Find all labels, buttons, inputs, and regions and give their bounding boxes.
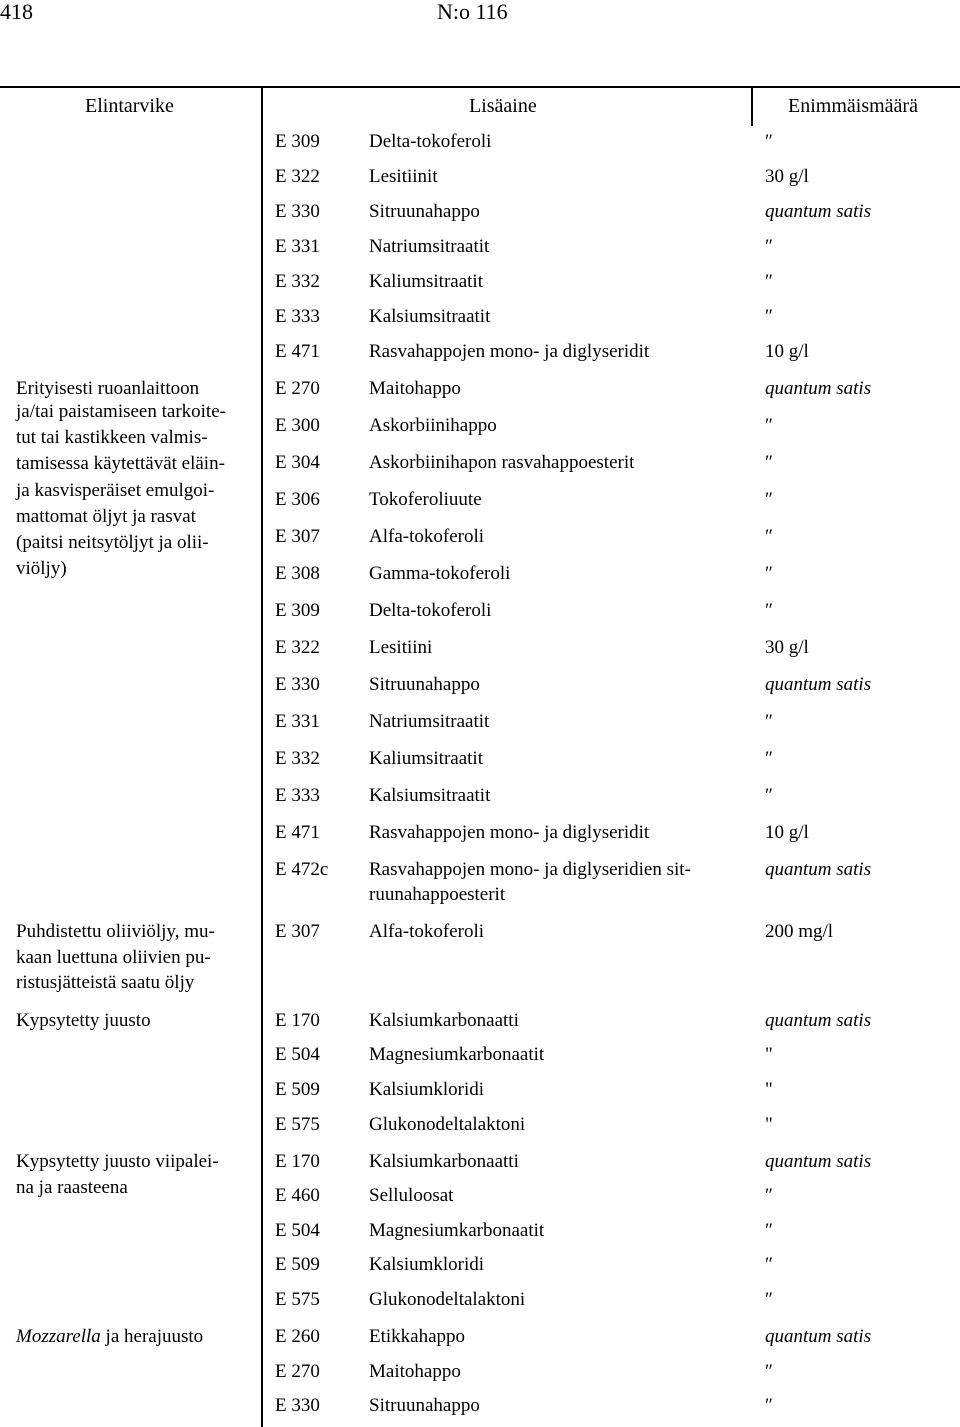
additive-code: E 170: [275, 1151, 320, 1172]
additive-code: E 333: [275, 306, 320, 327]
maximum-amount: ″: [765, 236, 773, 257]
additive-code: E 308: [275, 563, 320, 584]
food-line: Erityisesti ruoanlaittoon: [16, 378, 200, 399]
maximum-amount: 10 g/l: [765, 341, 809, 362]
column-divider-header: [751, 86, 753, 126]
additive-name: Kalsiumkarbonaatti: [369, 1151, 519, 1172]
additive-name: Alfa-tokoferoli: [369, 921, 485, 942]
maximum-amount: 200 mg/l: [765, 921, 834, 942]
maximum-amount: quantum satis: [765, 859, 872, 880]
additive-code: E 460: [275, 1185, 320, 1206]
maximum-amount: ″: [765, 415, 773, 436]
food-line: Kypsytetty juusto: [16, 1010, 151, 1031]
maximum-amount: ″: [765, 526, 773, 547]
document-number: N:o 116: [437, 0, 508, 24]
additive-code: E 330: [275, 1395, 320, 1416]
additive-name: Kalsiumkarbonaatti: [369, 1010, 519, 1031]
maximum-amount: ″: [765, 711, 773, 732]
maximum-amount: ": [765, 1079, 773, 1100]
food-line: Puhdistettu oliiviöljy, mu-: [16, 921, 215, 942]
additive-code: E 471: [275, 822, 320, 843]
maximum-amount: ″: [765, 452, 773, 473]
additive-code: E 309: [275, 131, 320, 152]
maximum-amount: quantum satis: [765, 1010, 872, 1031]
additive-code: E 330: [275, 201, 320, 222]
additive-code: E 332: [275, 748, 320, 769]
food-line: mattomat öljyt ja rasvat: [16, 506, 196, 527]
food-line: ja kasvisperäiset emulgoi-: [16, 480, 215, 501]
maximum-amount: ″: [765, 1254, 773, 1275]
maximum-amount: ″: [765, 1361, 773, 1382]
maximum-amount: ″: [765, 748, 773, 769]
additive-name: Lesitiini: [369, 637, 433, 658]
maximum-amount: 30 g/l: [765, 166, 809, 187]
additive-name: Rasvahappojen mono- ja diglyseridien sit-: [369, 859, 691, 880]
additive-code: E 472c: [275, 859, 329, 880]
additive-code: E 260: [275, 1326, 320, 1347]
food-line: ja/tai paistamiseen tarkoite-: [16, 401, 226, 422]
additive-name: Glukonodeltalaktoni: [369, 1114, 526, 1135]
additive-code: E 304: [275, 452, 320, 473]
column-divider-food: [261, 86, 263, 1427]
column-header-additive: Lisäaine: [469, 95, 537, 117]
additive-name-continued: ruunahappoesterit: [369, 884, 506, 905]
additive-name: Etikkahappo: [369, 1326, 466, 1347]
additive-code: E 270: [275, 1361, 320, 1382]
food-line: tut tai kastikkeen valmis-: [16, 427, 208, 448]
additive-name: Askorbiinihapon rasvahappoesterit: [369, 452, 635, 473]
additive-code: E 307: [275, 921, 320, 942]
additive-name: Sitruunahappo: [369, 674, 480, 695]
page-number: 418: [0, 0, 33, 24]
additive-name: Glukonodeltalaktoni: [369, 1289, 526, 1310]
maximum-amount: quantum satis: [765, 674, 872, 695]
additive-name: Kalsiumkloridi: [369, 1254, 485, 1275]
additive-name: Kaliumsitraatit: [369, 748, 483, 769]
additive-name: Sitruunahappo: [369, 1395, 480, 1416]
additive-code: E 330: [275, 674, 320, 695]
additive-name: Kalsiumsitraatit: [369, 785, 491, 806]
additive-name: Kaliumsitraatit: [369, 271, 483, 292]
food-line: viöljy): [16, 558, 67, 579]
additive-name: Tokoferoliuute: [369, 489, 482, 510]
additive-name: Sitruunahappo: [369, 201, 480, 222]
additive-name: Alfa-tokoferoli: [369, 526, 485, 547]
maximum-amount: ″: [765, 1395, 773, 1416]
food-line: kaan luettuna oliivien pu-: [16, 947, 211, 968]
additive-code: E 300: [275, 415, 320, 436]
additive-name: Delta-tokoferoli: [369, 600, 492, 621]
additive-code: E 575: [275, 1114, 320, 1135]
additive-name: Natriumsitraatit: [369, 711, 490, 732]
food-line: na ja raasteena: [16, 1177, 128, 1198]
additive-name: Rasvahappojen mono- ja diglyseridit: [369, 822, 650, 843]
additive-code: E 331: [275, 711, 320, 732]
additive-code: E 471: [275, 341, 320, 362]
maximum-amount: ″: [765, 600, 773, 621]
maximum-amount: 10 g/l: [765, 822, 809, 843]
maximum-amount: ″: [765, 131, 773, 152]
additive-code: E 509: [275, 1254, 320, 1275]
additive-name: Delta-tokoferoli: [369, 131, 492, 152]
additive-code: E 307: [275, 526, 320, 547]
food-line: ristusjätteistä saatu öljy: [16, 972, 195, 993]
maximum-amount: ″: [765, 1289, 773, 1310]
additive-name: Selluloosat: [369, 1185, 454, 1206]
additive-code: E 170: [275, 1010, 320, 1031]
additive-name: Askorbiinihappo: [369, 415, 497, 436]
maximum-amount: ″: [765, 1185, 773, 1206]
food-line: (paitsi neitsytöljyt ja olii-: [16, 532, 209, 553]
maximum-amount: quantum satis: [765, 201, 872, 222]
maximum-amount: ″: [765, 306, 773, 327]
additive-code: E 509: [275, 1079, 320, 1100]
additive-name: Lesitiinit: [369, 166, 438, 187]
additive-name: Maitohappo: [369, 378, 461, 399]
column-header-maximum: Enimmäismäärä: [788, 95, 918, 117]
additive-name: Rasvahappojen mono- ja diglyseridit: [369, 341, 650, 362]
maximum-amount: quantum satis: [765, 1151, 872, 1172]
food-rest: ja herajuusto: [100, 1326, 204, 1347]
additive-name: Gamma-tokoferoli: [369, 563, 511, 584]
additive-code: E 306: [275, 489, 320, 510]
table-top-rule: [0, 86, 960, 88]
maximum-amount: ": [765, 1044, 773, 1065]
additive-code: E 333: [275, 785, 320, 806]
additive-name: Maitohappo: [369, 1361, 461, 1382]
food-line: Kypsytetty juusto viipalei-: [16, 1151, 219, 1172]
additive-code: E 309: [275, 600, 320, 621]
additive-name: Magnesiumkarbonaatit: [369, 1220, 545, 1241]
additive-code: E 322: [275, 166, 320, 187]
maximum-amount: ″: [765, 1220, 773, 1241]
additive-code: E 504: [275, 1044, 320, 1065]
maximum-amount: ": [765, 1114, 773, 1135]
maximum-amount: ″: [765, 785, 773, 806]
maximum-amount: quantum satis: [765, 378, 872, 399]
food-italic: Mozzarella: [16, 1326, 101, 1347]
additive-code: E 332: [275, 271, 320, 292]
additive-code: E 504: [275, 1220, 320, 1241]
maximum-amount: 30 g/l: [765, 637, 809, 658]
additive-code: E 322: [275, 637, 320, 658]
food-line: tamisessa käytettävät eläin-: [16, 453, 225, 474]
additive-name: Kalsiumsitraatit: [369, 306, 491, 327]
maximum-amount: ″: [765, 271, 773, 292]
column-header-food: Elintarvike: [85, 95, 174, 117]
additive-name: Magnesiumkarbonaatit: [369, 1044, 545, 1065]
food-line: [16, 1325, 203, 1349]
additive-name: Kalsiumkloridi: [369, 1079, 485, 1100]
additive-code: E 575: [275, 1289, 320, 1310]
maximum-amount: ″: [765, 489, 773, 510]
maximum-amount: ″: [765, 563, 773, 584]
additive-code: E 331: [275, 236, 320, 257]
maximum-amount: quantum satis: [765, 1326, 872, 1347]
additive-name: Natriumsitraatit: [369, 236, 490, 257]
additive-code: E 270: [275, 378, 320, 399]
